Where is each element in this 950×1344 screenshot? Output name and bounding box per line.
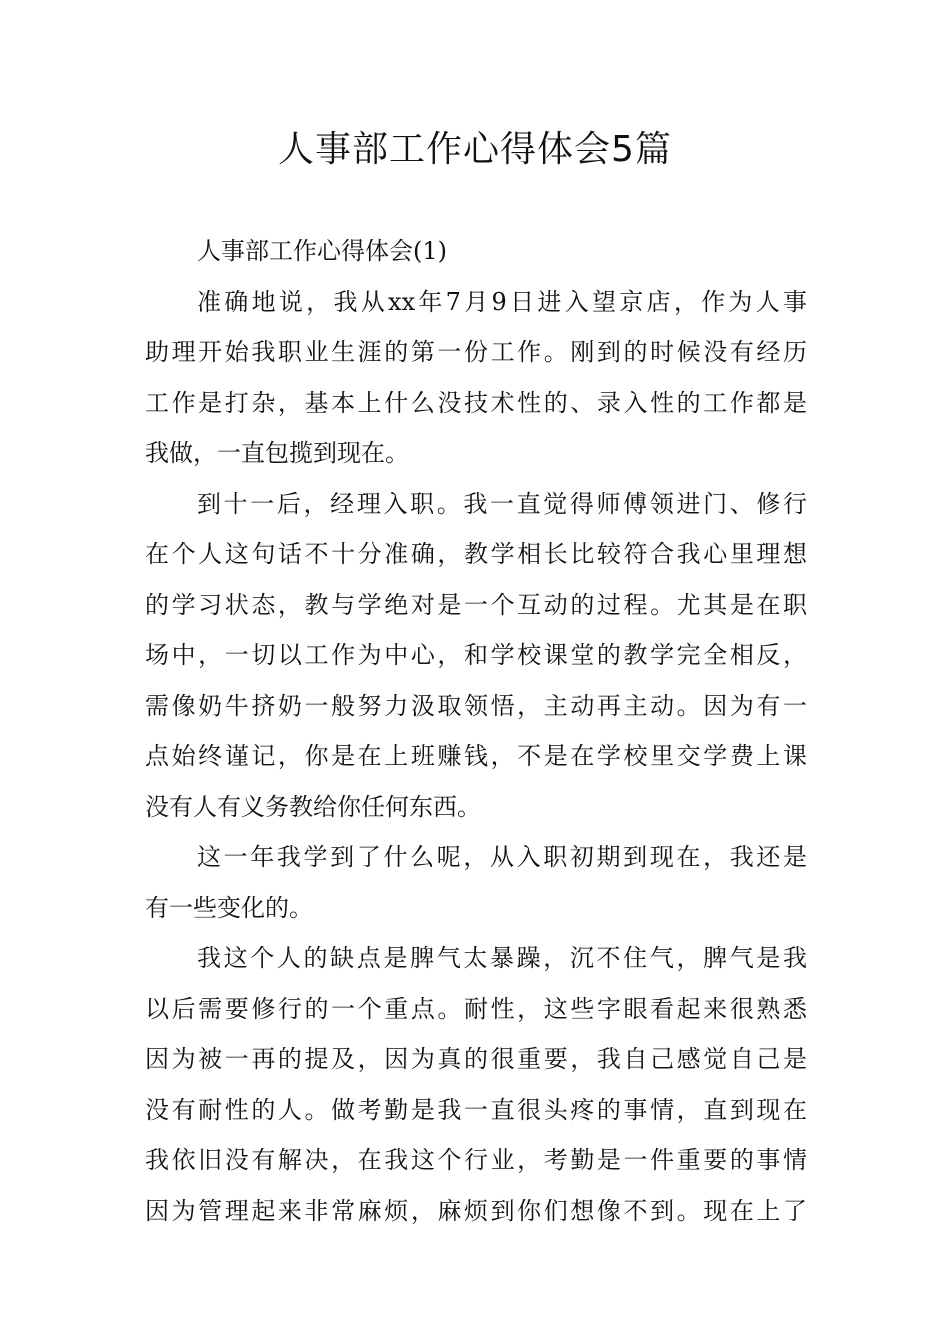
paragraph-line: 点始终谨记，你是在上班赚钱，不是在学校里交学费上课: [145, 742, 807, 770]
document-title: 人事部工作心得体会5篇: [278, 129, 672, 170]
paragraph-line: 我做，一直包揽到现在。: [145, 439, 409, 467]
paragraph-line: 需像奶牛挤奶一般努力汲取领悟，主动再主动。因为有一: [145, 691, 807, 720]
paragraph-line: 我依旧没有解决，在我这个行业，考勤是一件重要的事情: [145, 1146, 807, 1174]
paragraph-line: 在个人这句话不十分准确，教学相长比较符合我心里理想: [145, 540, 807, 568]
paragraph-line: 到十一后，经理入职。我一直觉得师傅领进门、修行: [197, 489, 807, 518]
paragraph-line: 我这个人的缺点是脾气太暴躁，沉不住气，脾气是我: [197, 944, 807, 972]
paragraph-line: 有一些变化的。: [145, 893, 313, 922]
paragraph-line: 以后需要修行的一个重点。耐性，这些字眼看起来很熟悉: [145, 994, 807, 1023]
paragraph-line: 没有人有义务教给你任何东西。: [145, 792, 481, 821]
section-heading: 人事部工作心得体会(1): [197, 237, 447, 265]
paragraph-line: 助理开始我职业生涯的第一份工作。刚到的时候没有经历: [145, 338, 807, 366]
paragraph-line: 准确地说，我从xx年7月9日进入望京店，作为人事: [197, 287, 807, 316]
paragraph-line: 因为管理起来非常麻烦，麻烦到你们想像不到。现在上了: [145, 1196, 807, 1225]
paragraph-line: 工作是打杂，基本上什么没技术性的、录入性的工作都是: [145, 388, 807, 417]
paragraph-line: 场中，一切以工作为中心，和学校课堂的教学完全相反，: [145, 641, 807, 669]
paragraph-line: 因为被一再的提及，因为真的很重要，我自己感觉自己是: [145, 1045, 807, 1073]
document-body: [145, 226, 807, 1236]
paragraph-line: 没有耐性的人。做考勤是我一直很头疼的事情，直到现在: [145, 1095, 807, 1124]
paragraph-line: 的学习状态，教与学绝对是一个互动的过程。尤其是在职: [145, 590, 807, 619]
paragraph-line: 这一年我学到了什么呢，从入职初期到现在，我还是: [197, 843, 807, 871]
